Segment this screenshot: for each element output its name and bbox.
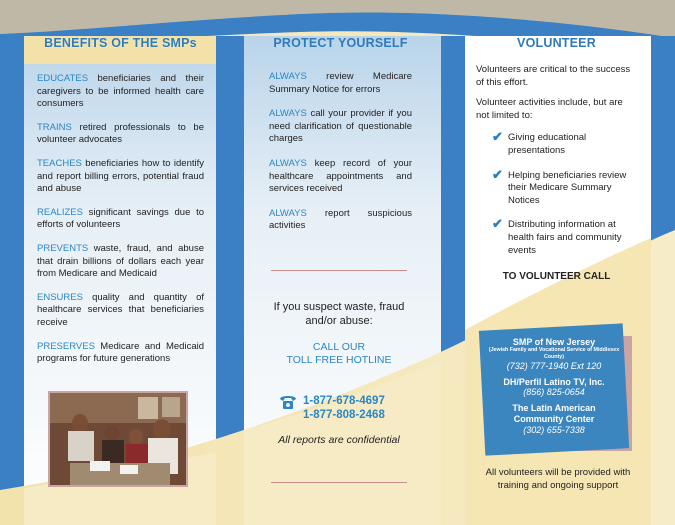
benefit-text: retired professionals to be volunteer advocates	[37, 121, 204, 146]
call-line-1: CALL OUR	[312, 341, 366, 353]
activity-text: Giving educational presentations	[508, 132, 587, 156]
phone-2[interactable]: 1-877-808-2468	[303, 409, 385, 421]
protect-keyword: ALWAYS	[269, 157, 307, 169]
protect-text: keep record of your healthcare appointments and services received	[269, 157, 412, 195]
activity-item	[476, 166, 637, 208]
volunteer-panel	[476, 36, 637, 282]
benefit-item	[37, 341, 204, 366]
contact-3-name: The Latin American Community Center	[512, 403, 596, 424]
contact-1-phone[interactable]: (732) 777-1940 Ext 120	[506, 361, 602, 371]
volunteer-intro: Volunteers are critical to the success of this effort.	[476, 64, 631, 88]
benefit-keyword: PRESERVES	[37, 340, 95, 352]
benefit-keyword: ENSURES	[37, 291, 83, 303]
protect-item	[269, 108, 412, 146]
protect-text: review Medicare Summary Notice for errors	[269, 71, 412, 95]
protect-text: call your provider if you need clarification of questionable charges	[269, 108, 412, 145]
call-hotline	[262, 341, 416, 367]
benefit-item	[37, 158, 204, 196]
call-line-2: TOLL FREE HOTLINE	[286, 354, 392, 366]
benefit-item	[37, 122, 204, 147]
benefit-text: quality and quantity of healthcare services that beneficiaries receive	[37, 291, 204, 328]
benefit-text: Medicare and Medicaid programs for future generations	[37, 340, 204, 365]
volunteer-footer: All volunteers will be provided with training and ongoing support	[485, 467, 631, 491]
checkmark-icon: ✔	[492, 166, 503, 182]
divider-bottom	[271, 482, 407, 483]
activity-item	[476, 216, 637, 257]
benefit-text: significant savings due to efforts of volunteers	[37, 206, 204, 231]
group-photo	[50, 393, 186, 485]
activities-intro: Volunteer activities include, but are not limited to:	[476, 97, 623, 121]
contact-1-sub: (Jewish Family and Vocational Service of Middlesex County)	[488, 347, 620, 360]
benefit-item	[37, 292, 204, 330]
benefit-item	[37, 243, 204, 281]
benefit-keyword: TRAINS	[37, 121, 72, 133]
contact-2-phone[interactable]: (856) 825-0654	[523, 387, 585, 397]
protect-list	[269, 71, 412, 233]
protect-item	[269, 208, 412, 233]
benefit-keyword: EDUCATES	[37, 73, 89, 84]
benefits-panel	[37, 36, 204, 377]
benefit-text: waste, fraud, and abuse that drain billions of dollars each year from Medicare and Medicaid	[37, 242, 204, 280]
protect-panel	[269, 36, 412, 245]
phone-numbers	[303, 394, 385, 422]
protect-keyword: ALWAYS	[269, 207, 307, 219]
activities-list	[476, 129, 637, 257]
contact-card-text	[482, 337, 626, 435]
benefit-text: beneficiaries how to identify and report billing errors, potential fraud and abuse	[37, 157, 204, 195]
suspect-text: If you suspect waste, fraud and/or abuse:	[273, 301, 405, 327]
benefits-heading: BENEFITS OF THE SMPs	[44, 36, 197, 50]
protect-item	[269, 158, 412, 196]
checkmark-icon: ✔	[492, 129, 503, 145]
protect-text: report suspicious activities	[269, 207, 412, 232]
activity-text: Distributing information at health fairs and community events	[508, 219, 622, 256]
benefit-text: beneficiaries and their caregivers to be informed health care consumers	[37, 73, 204, 110]
phone-icon	[278, 393, 298, 416]
benefit-item	[37, 73, 204, 111]
protect-keyword: ALWAYS	[269, 108, 307, 120]
contact-3-phone[interactable]: (302) 655-7338	[523, 425, 585, 435]
checkmark-icon: ✔	[492, 216, 503, 232]
benefits-list	[37, 73, 204, 366]
divider-top	[271, 270, 407, 271]
benefit-keyword: REALIZES	[37, 206, 83, 218]
benefit-item	[37, 207, 204, 232]
protect-heading: PROTECT YOURSELF	[273, 36, 408, 50]
activity-text: Helping beneficiaries review their Medicare Summary Notices	[508, 169, 627, 206]
benefit-keyword: TEACHES	[37, 157, 82, 169]
contact-1-name: SMP of New Jersey	[512, 337, 596, 347]
protect-keyword: ALWAYS	[269, 71, 307, 82]
confidential-text: All reports are confidential	[278, 434, 400, 446]
contact-2-name: DH/Perfil Latino TV, Inc.	[503, 377, 605, 387]
protect-item	[269, 71, 412, 96]
benefit-keyword: PREVENTS	[37, 242, 89, 254]
activity-item	[476, 129, 637, 157]
phone-1[interactable]: 1-877-678-4697	[303, 395, 385, 407]
volunteer-call-heading: TO VOLUNTEER CALL	[502, 271, 611, 283]
volunteer-heading: VOLUNTEER	[517, 36, 596, 50]
